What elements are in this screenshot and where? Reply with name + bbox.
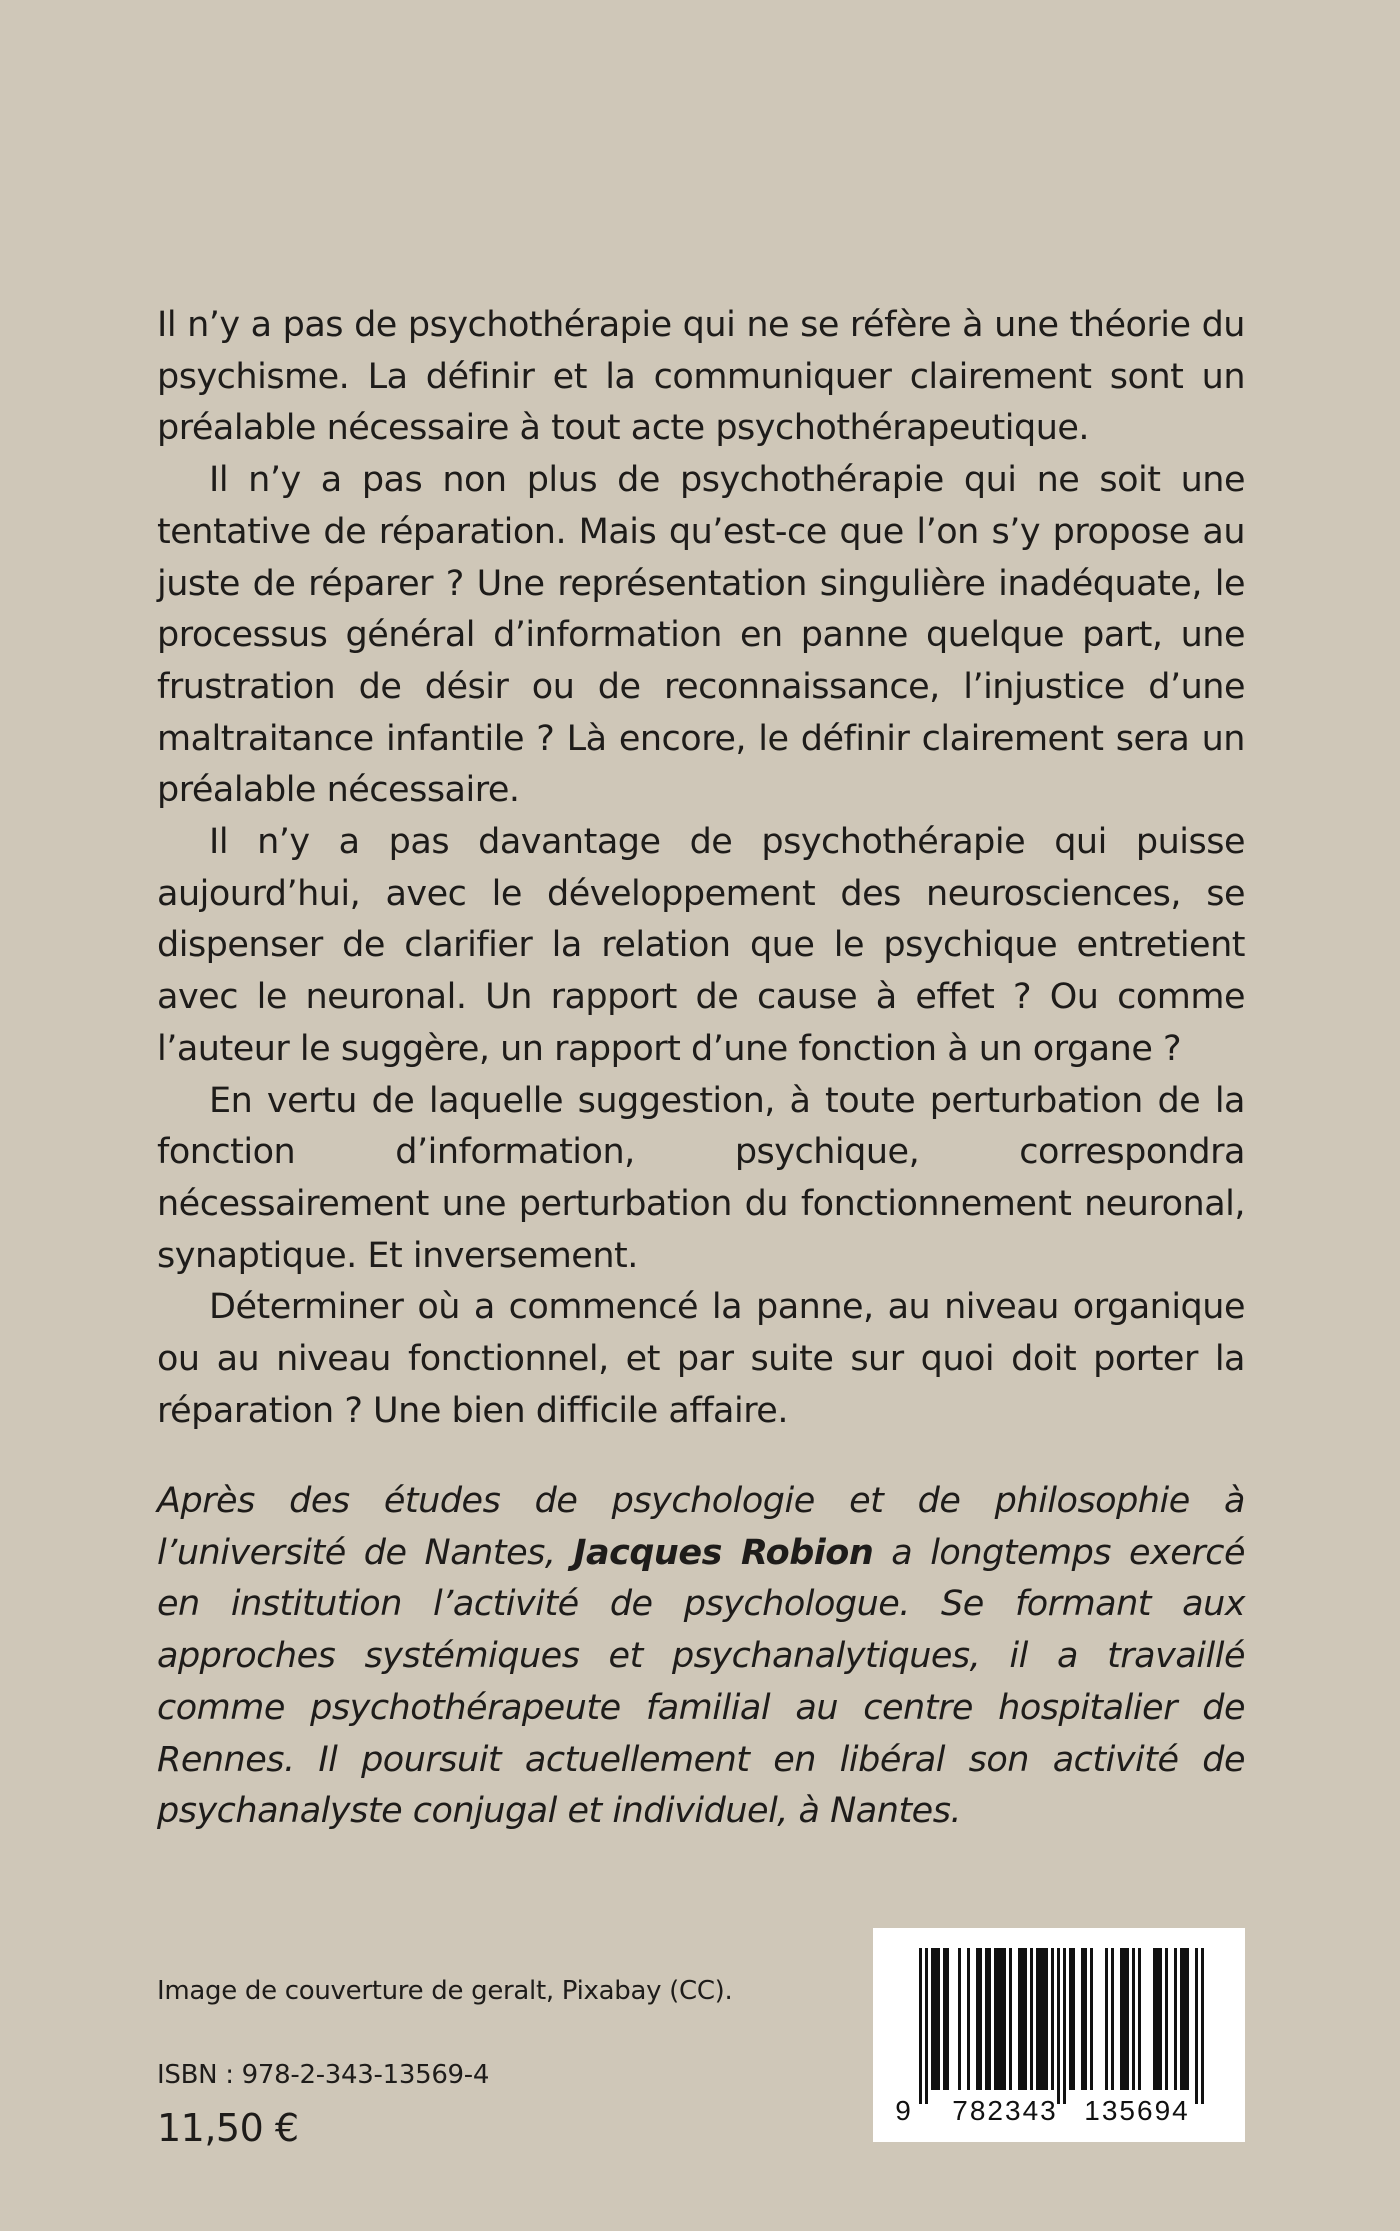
barcode-bar: [1153, 1948, 1156, 2090]
barcode-bar: [1183, 1948, 1186, 2090]
barcode-bar: [958, 1948, 961, 2090]
bio-text-after: a longtemps exercé en institution l’activité de psychologue. Se formant aux approches systémiques et psychanalytiques, il a travaillé comme psychothérapeute familial au centre hospitalier de Rennes. Il poursuit actuellement en libéral son activité de psychanalyste conjugal et individuel, à Nantes.: [157, 1532, 1245, 1832]
summary-paragraph-4: En vertu de laquelle suggestion, à toute perturbation de la fonction d’information, psychique, correspondra nécessairement une perturbation du fonctionnement neuronal, synaptique. Et inversement.: [157, 1080, 1245, 1276]
barcode-bar: [1123, 1948, 1126, 2090]
barcode-bar: [1069, 1948, 1072, 2090]
barcode-bar: [1090, 1948, 1093, 2090]
barcode-bar: [934, 1948, 937, 2090]
barcode-bar: [946, 1948, 949, 2090]
barcode-bar: [1195, 1948, 1198, 2104]
barcode-bar: [943, 1948, 946, 2090]
barcode-bar: [1000, 1948, 1003, 2090]
barcode-bar: [1018, 1948, 1021, 2090]
barcode-bar: [1021, 1948, 1024, 2090]
barcode-bar: [931, 1948, 934, 2090]
barcode-bar: [1051, 1948, 1054, 2090]
barcode-bar: [1132, 1948, 1135, 2090]
bio-text-before: Après des études de psychologie et de philosophie à l’université de Nantes,: [157, 1481, 1245, 1573]
barcode-bar: [1120, 1948, 1123, 2090]
barcode-bar: [1057, 1948, 1060, 2104]
barcode-bar: [1186, 1948, 1189, 2090]
barcode-bar: [1105, 1948, 1108, 2090]
barcode-bar: [1165, 1948, 1168, 2090]
summary-paragraph-1: Il n’y a pas de psychothérapie qui ne se réfère à une théorie du psychisme. La définir et la communiquer clairement sont un préalable nécessaire à tout acte psychothérapeutique.: [157, 305, 1245, 449]
barcode-bar: [967, 1948, 970, 2090]
summary-paragraph-5: Déterminer où a commencé la panne, au niveau organique ou au niveau fonctionnel, et par suite sur quoi doit porter la réparation ? Une bien difficile affaire.: [157, 1287, 1245, 1431]
barcode-bar: [1084, 1948, 1087, 2090]
back-cover-summary: [157, 300, 1245, 1437]
barcode-bar: [1180, 1948, 1183, 2090]
barcode-bar: [985, 1948, 988, 2090]
barcode-bar: [1138, 1948, 1141, 2090]
barcode: [873, 1928, 1245, 2142]
barcode-bar: [1126, 1948, 1129, 2090]
summary-paragraph-3: Il n’y a pas davantage de psychothérapie qui puisse aujourd’hui, avec le développement des neurosciences, se dispenser de clarifier la relation que le psychique entretient avec le neuronal. Un rapport de cause à effet ? Ou comme l’auteur le suggère, un rapport d’une fonction à un organe ?: [157, 822, 1245, 1069]
barcode-bar: [988, 1948, 991, 2090]
barcode-bar: [1003, 1948, 1006, 2090]
isbn-label: ISBN : 978-2-343-13569-4: [157, 2060, 490, 2090]
barcode-bar: [1024, 1948, 1027, 2090]
author-name: Jacques Robion: [573, 1532, 874, 1573]
barcode-digits-left-group: 782343: [952, 2095, 1058, 2126]
barcode-bar: [1030, 1948, 1033, 2090]
cover-image-credit: Image de couverture de geralt, Pixabay (CC).: [157, 1976, 733, 2006]
barcode-bar: [1063, 1948, 1066, 2104]
barcode-bar: [976, 1948, 979, 2090]
author-biography: [157, 1476, 1245, 1838]
barcode-bar: [919, 1948, 922, 2104]
barcode-bar: [994, 1948, 997, 2090]
barcode-bar: [1174, 1948, 1177, 2090]
barcode-bar: [979, 1948, 982, 2090]
barcode-bar: [1042, 1948, 1045, 2090]
barcode-bar: [1039, 1948, 1042, 2090]
summary-paragraph-2: Il n’y a pas non plus de psychothérapie qui ne soit une tentative de réparation. Mais qu’est-ce que l’on s’y propose au juste de réparer ? Une représentation singulière inadéquate, le processus général d’information en panne quelque part, une frustration de désir ou de reconnaissance, l’injustice d’une maltraitance infantile ? Là encore, le définir clairement sera un préalable nécessaire.: [157, 460, 1245, 811]
barcode-bar: [1201, 1948, 1204, 2104]
barcode-bar: [1156, 1948, 1159, 2090]
barcode-bar: [1159, 1948, 1162, 2090]
barcode-bar: [937, 1948, 940, 2090]
barcode-bar: [997, 1948, 1000, 2090]
barcode-bar: [1009, 1948, 1012, 2090]
barcode-bar: [1111, 1948, 1114, 2090]
barcode-bar: [1072, 1948, 1075, 2090]
barcode-digit-first: 9: [895, 2095, 911, 2126]
barcode-bar: [1036, 1948, 1039, 2090]
barcode-bar: [1045, 1948, 1048, 2090]
barcode-graphic: [873, 1928, 1245, 2142]
barcode-digits-right-group: 135694: [1084, 2095, 1190, 2126]
barcode-bar: [925, 1948, 928, 2104]
price-label: 11,50 €: [157, 2106, 299, 2150]
barcode-bar: [1081, 1948, 1084, 2090]
